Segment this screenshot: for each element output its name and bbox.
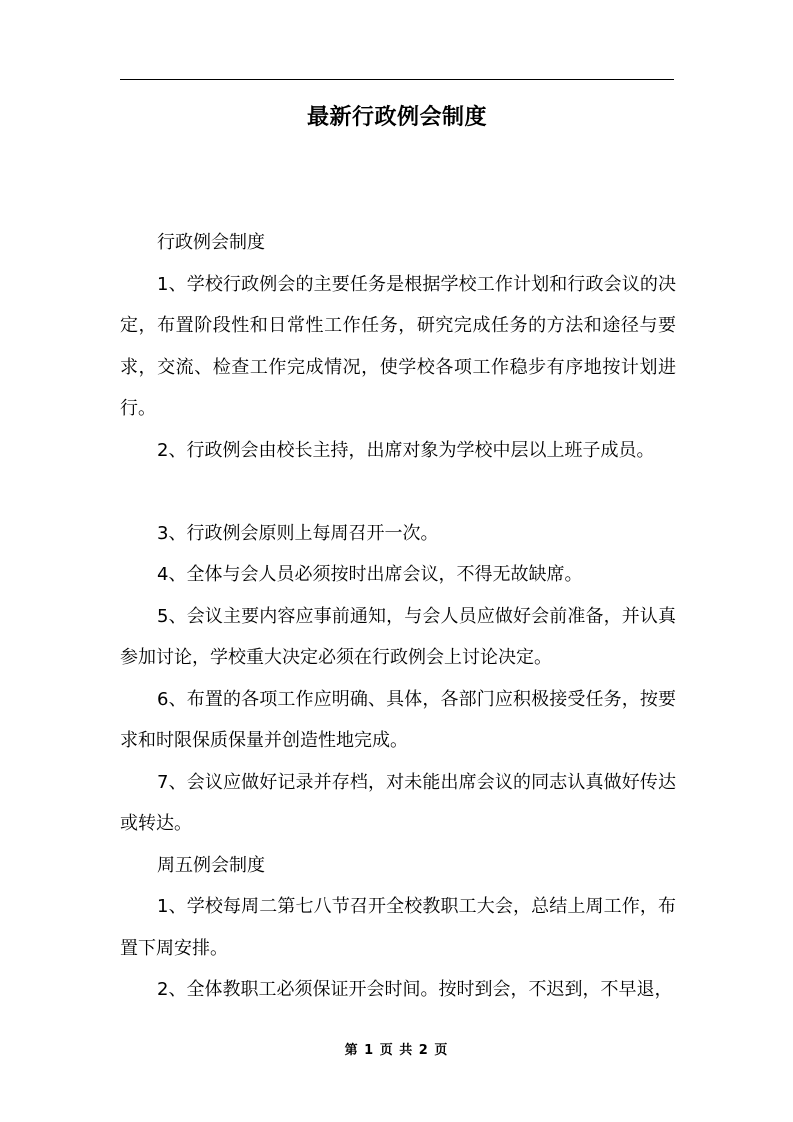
paragraph: 6、布置的各项工作应明确、具体，各部门应积极接受任务，按要求和时限保质保量并创造性地完成。 [120,688,676,751]
paragraph: 3、行政例会原则上每周召开一次。 [157,522,439,544]
paragraph: 5、会议主要内容应事前通知，与会人员应做好会前准备，并认真参加讨论，学校重大决定必须在行政例会上讨论决定。 [120,605,676,668]
paragraph: 1、学校行政例会的主要任务是根据学校工作计划和行政会议的决定，布置阶段性和日常性工作任务，研究完成任务的方法和途径与要求，交流、检查工作完成情况，使学校各项工作稳步有序地按计划进行。 [120,273,676,419]
paragraph: 2、行政例会由校长主持，出席对象为学校中层以上班子成员。 [157,439,655,461]
paragraph: 1、学校每周二第七八节召开全校教职工大会，总结上周工作，布置下周安排。 [120,896,676,959]
blank-line [120,471,676,513]
section-heading: 行政例会制度 [157,232,265,253]
paragraph: 2、全体教职工必须保证开会时间。按时到会，不迟到，不早退， [157,979,673,1000]
paragraph: 4、全体与会人员必须按时出席会议，不得无故缺席。 [157,564,583,585]
section-heading: 周五例会制度 [157,854,265,876]
header-rule [120,79,674,80]
document-body [120,222,676,1011]
document-title: 最新行政例会制度 [306,105,487,130]
paragraph: 7、会议应做好记录并存档，对未能出席会议的同志认真做好传达或转达。 [120,771,676,834]
page-number: 第 1 页 共 2 页 [344,1043,449,1058]
